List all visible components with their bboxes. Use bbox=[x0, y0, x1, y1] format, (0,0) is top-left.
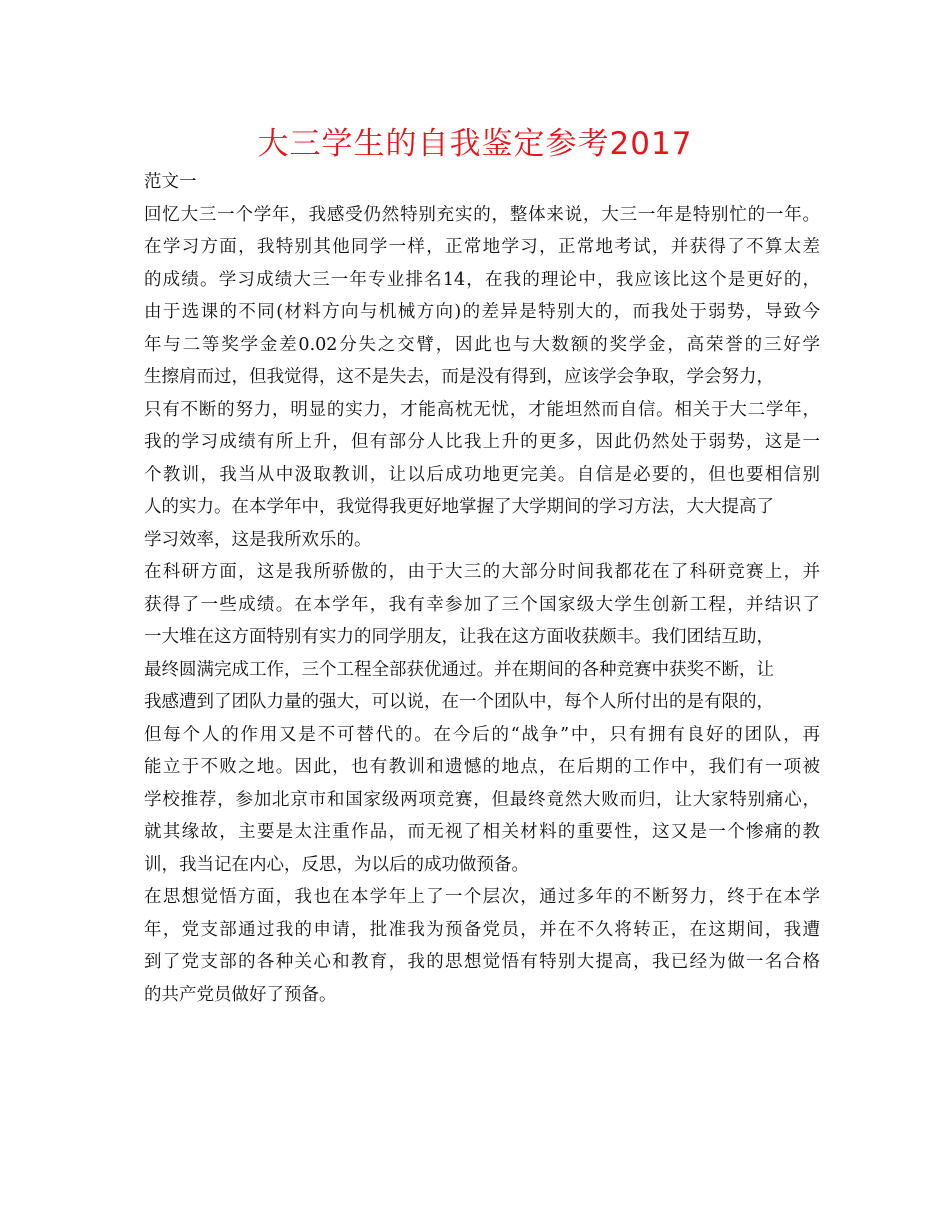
text-line: 但每个人的作用又是不可替代的。在今后的“战争”中，只有拥有良好的团队，再 bbox=[144, 724, 820, 745]
text-line: 获得了一些成绩。在本学年，我有幸参加了三个国家级大学生创新工程，并结识了 bbox=[144, 594, 820, 615]
text-line: 我感遭到了团队力量的强大，可以说，在一个团队中，每个人所付出的是有限的， bbox=[144, 692, 774, 712]
text-line: 训，我当记在内心，反思，为以后的成功做预备。 bbox=[144, 854, 529, 875]
text-line: 一大堆在这方面特别有实力的同学朋友，让我在这方面收获颇丰。我们团结互助， bbox=[144, 627, 774, 647]
text-line: 年，党支部通过我的申请，批准我为预备党员，并在不久将转正，在这期间，我遭 bbox=[144, 919, 820, 940]
text-line: 范文一 bbox=[144, 172, 197, 192]
text-line: 在科研方面，这是我所骄傲的，由于大三的大部分时间我都花在了科研竞赛上，并 bbox=[144, 562, 820, 582]
text-line: 的共产党员做好了预备。 bbox=[144, 984, 337, 1005]
text-line: 年与二等奖学金差0.02分失之交臂，因此也与大数额的奖学金，高荣誉的三好学 bbox=[144, 334, 820, 355]
text-line: 由于选课的不同(材料方向与机械方向)的差异是特别大的，而我处于弱势，导致今 bbox=[144, 302, 820, 322]
text-line: 只有不断的努力，明显的实力，才能高枕无忧，才能坦然而自信。相关于大二学年， bbox=[144, 399, 820, 420]
text-line: 学校推荐，参加北京市和国家级两项竞赛，但最终竟然大败而归，让大家特别痛心， bbox=[144, 789, 820, 810]
text-line: 最终圆满完成工作，三个工程全部获优通过。并在期间的各种竞赛中获奖不断，让 bbox=[144, 659, 774, 680]
text-line: 我的学习成绩有所上升，但有部分人比我上升的更多，因此仍然处于弱势，这是一 bbox=[144, 432, 820, 452]
document-title: 大三学生的自我鉴定参考2017 bbox=[257, 126, 693, 162]
text-line: 生擦肩而过，但我觉得，这不是失去，而是没有得到，应该学会争取，学会努力， bbox=[144, 367, 774, 387]
text-line: 回忆大三一个学年，我感受仍然特别充实的，整体来说，大三一年是特别忙的一年。 bbox=[144, 204, 820, 225]
text-line: 人的实力。在本学年中，我觉得我更好地掌握了大学期间的学习方法，大大提高了 bbox=[144, 497, 774, 517]
text-line: 个教训，我当从中汲取教训，让以后成功地更完美。自信是必要的，但也要相信别 bbox=[144, 464, 820, 485]
text-line: 在学习方面，我特别其他同学一样，正常地学习，正常地考试，并获得了不算太差 bbox=[144, 237, 820, 257]
text-line: 的成绩。学习成绩大三一年专业排名14，在我的理论中，我应该比这个是更好的， bbox=[144, 269, 820, 290]
text-line: 学习效率，这是我所欢乐的。 bbox=[144, 529, 372, 550]
document-body bbox=[144, 166, 820, 1011]
text-line: 在思想觉悟方面，我也在本学年上了一个层次，通过多年的不断努力，终于在本学 bbox=[144, 887, 820, 907]
text-line: 到了党支部的各种关心和教育，我的思想觉悟有特别大提高，我已经为做一名合格 bbox=[144, 952, 820, 972]
text-line: 能立于不败之地。因此，也有教训和遗憾的地点，在后期的工作中，我们有一项被 bbox=[144, 757, 820, 777]
text-line: 就其缘故，主要是太注重作品，而无视了相关材料的重要性，这又是一个惨痛的教 bbox=[144, 822, 820, 842]
